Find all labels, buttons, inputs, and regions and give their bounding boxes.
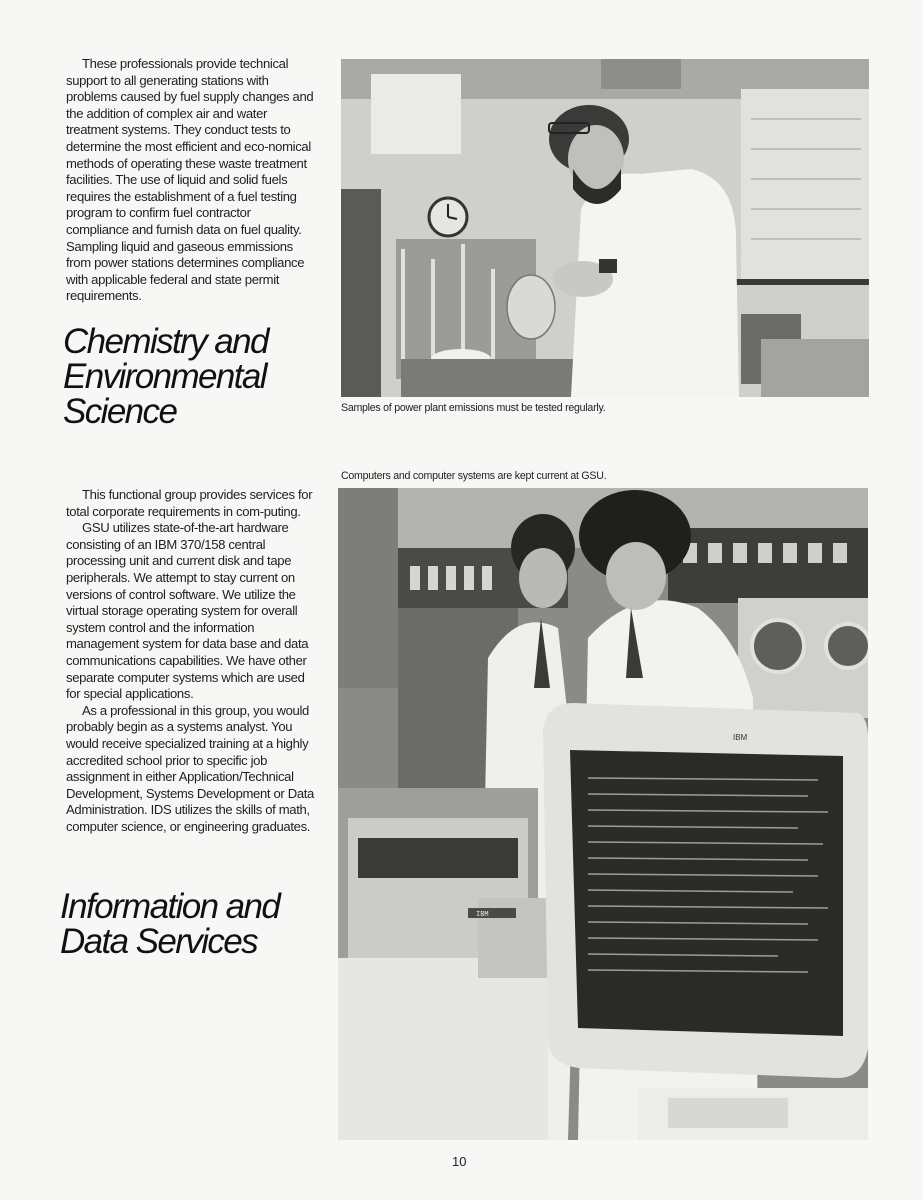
page-number: 10 (452, 1154, 467, 1169)
chemistry-body-text (66, 56, 316, 305)
ids-heading-line1: Information and (60, 887, 280, 926)
ids-paragraph-3: As a professional in this group, you would probably begin as a systems analyst. You would receive specialized training at a highly accredited school prior to specific job assignment in either Application/Technical Development, Systems Development or Data Administration. IDS utilizes the skills of math, computer science, or engineering graduates. (66, 702, 314, 834)
chemistry-heading-line1: Chemistry and (63, 322, 268, 361)
chemistry-heading (63, 324, 325, 429)
chemistry-paragraph: These professionals provide technical support to all generating stations with problems caused by fuel supply changes and the addition of complex air and water treatment systems. They conduct tests to determine the most efficient and eco-nomical methods of operating these waste treatment facilities. The use of liquid and solid fuels requires the establishment of a fuel testing program to confirm fuel contractor compliance and furnish data on fuel quality. Sampling liquid and gaseous emmissions from power stations determines compliance with applicable federal and state permit requirements. (66, 56, 314, 304)
ids-heading-line2: Data Services (60, 922, 258, 961)
computer-photo-caption: Computers and computer systems are kept current at GSU. (341, 470, 607, 482)
lab-photo-illustration (341, 59, 869, 397)
ids-paragraph-1: This functional group provides services for total corporate requirements in com-puting. (66, 487, 313, 519)
computer-room-illustration (338, 488, 868, 1140)
lab-photo-caption: Samples of power plant emissions must be tested regularly. (341, 402, 606, 414)
chemistry-heading-line3: Science (63, 392, 177, 431)
chemistry-heading-line2: Environmental (63, 357, 266, 396)
lab-photo (341, 59, 869, 397)
monitor-brand-label: IBM (733, 733, 748, 742)
ids-body-text (66, 487, 316, 835)
computer-room-photo (338, 488, 868, 1140)
ids-paragraph-2: GSU utilizes state-of-the-art hardware consisting of an IBM 370/158 central processing unit and current disk and tape peripherals. We attempt to stay current on versions of control software. We utilize the virtual storage operating system for overall system control and the information management system for data base and data communications capabilities. We have other separate computer systems which are used for special applications. (66, 520, 309, 702)
printer-brand-label: IBM (476, 911, 489, 919)
ids-heading (60, 889, 322, 959)
